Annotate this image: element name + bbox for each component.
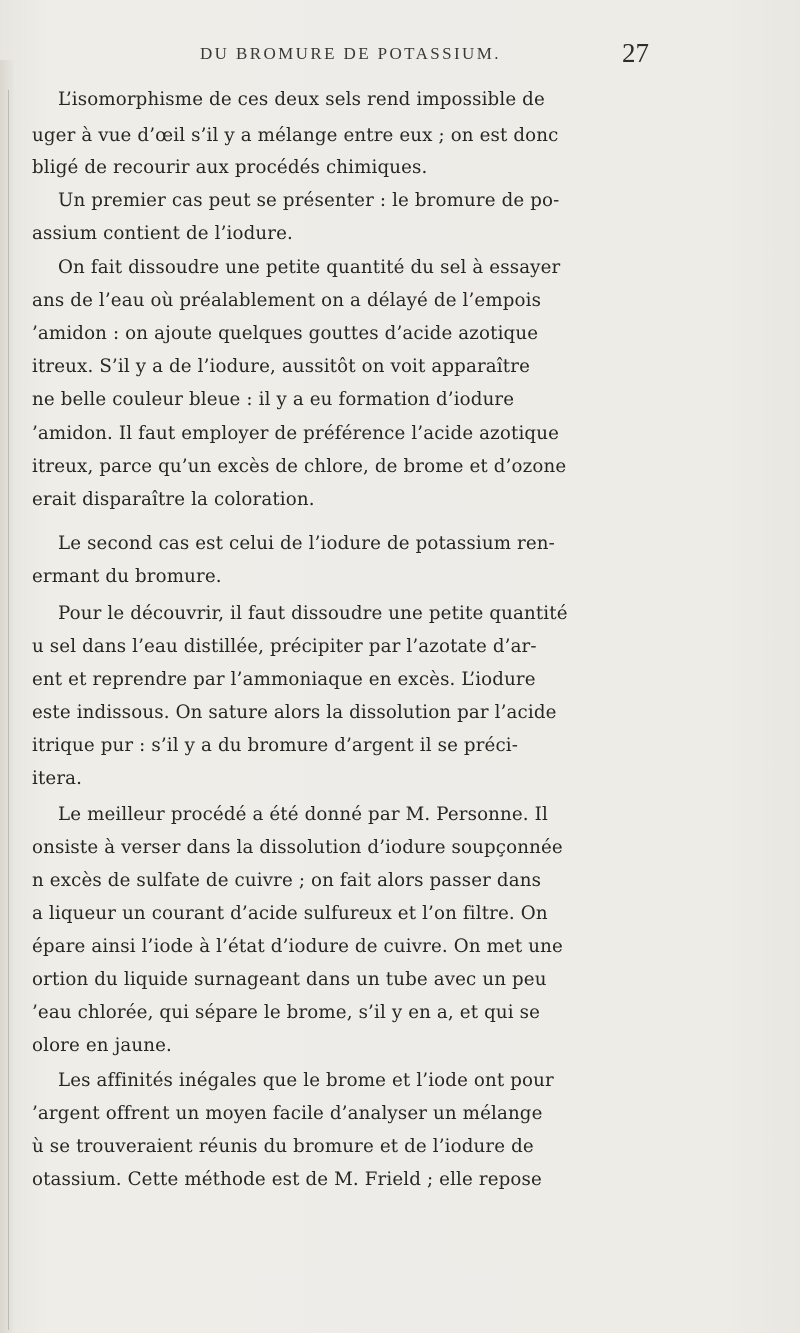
text-line: assium contient de l’iodure. bbox=[32, 223, 293, 244]
text-line: ent et reprendre par l’ammoniaque en excès. L’iodure bbox=[32, 669, 536, 690]
text-line: Le meilleur procédé a été donné par M. Personne. Il bbox=[58, 804, 548, 825]
text-line: ’amidon : on ajoute quelques gouttes d’acide azotique bbox=[32, 323, 539, 344]
text-line: a liqueur un courant d’acide sulfureux et l’on filtre. On bbox=[32, 903, 548, 924]
text-line: erait disparaître la coloration. bbox=[32, 489, 315, 510]
text-line: itreux. S’il y a de l’iodure, aussitôt on voit apparaître bbox=[32, 356, 530, 377]
text-line: Pour le découvrir, il faut dissoudre une petite quantité bbox=[58, 603, 568, 624]
text-line: On fait dissoudre une petite quantité du sel à essayer bbox=[58, 257, 561, 278]
page-gutter-shadow bbox=[0, 60, 14, 1333]
text-line: uger à vue d’œil s’il y a mélange entre eux ; on est donc bbox=[32, 125, 559, 146]
text-line: ortion du liquide surnageant dans un tube avec un peu bbox=[32, 969, 547, 990]
text-line: olore en jaune. bbox=[32, 1035, 172, 1056]
text-line: itera. bbox=[32, 768, 83, 789]
page-number: 27 bbox=[622, 38, 649, 68]
text-line: épare ainsi l’iode à l’état d’iodure de cuivre. On met une bbox=[32, 936, 563, 957]
text-line: ne belle couleur bleue : il y a eu formation d’iodure bbox=[32, 389, 515, 410]
text-line: este indissous. On sature alors la dissolution par l’acide bbox=[32, 702, 557, 723]
text-line: itreux, parce qu’un excès de chlore, de brome et d’ozone bbox=[32, 456, 567, 477]
text-line: L’isomorphisme de ces deux sels rend impossible de bbox=[58, 89, 545, 110]
text-line: ermant du bromure. bbox=[32, 566, 222, 587]
text-line: ’argent offrent un moyen facile d’analyser un mélange bbox=[32, 1103, 543, 1124]
text-line: u sel dans l’eau distillée, précipiter par l’azotate d’ar- bbox=[32, 636, 537, 657]
text-line: bligé de recourir aux procédés chimiques. bbox=[32, 157, 428, 178]
text-line: onsiste à verser dans la dissolution d’iodure soupçonnée bbox=[32, 837, 563, 858]
text-line: ans de l’eau où préalablement on a délayé de l’empois bbox=[32, 290, 542, 311]
text-line: Un premier cas peut se présenter : le bromure de po- bbox=[58, 190, 560, 211]
text-line: ù se trouveraient réunis du bromure et de l’iodure de bbox=[32, 1136, 534, 1157]
text-line: ’amidon. Il faut employer de préférence l’acide azotique bbox=[32, 423, 559, 444]
text-line: itrique pur : s’il y a du bromure d’argent il se préci- bbox=[32, 735, 519, 756]
text-line: Les affinités inégales que le brome et l’iode ont pour bbox=[58, 1070, 554, 1091]
running-head: DU BROMURE DE POTASSIUM. bbox=[200, 44, 501, 63]
binding-edge-line bbox=[8, 90, 9, 1330]
text-line: Le second cas est celui de l’iodure de potassium ren- bbox=[58, 533, 555, 554]
text-line: ’eau chlorée, qui sépare le brome, s’il y en a, et qui se bbox=[32, 1002, 541, 1023]
text-line: otassium. Cette méthode est de M. Frield ; elle repose bbox=[32, 1169, 542, 1190]
text-line: n excès de sulfate de cuivre ; on fait alors passer dans bbox=[32, 870, 542, 891]
